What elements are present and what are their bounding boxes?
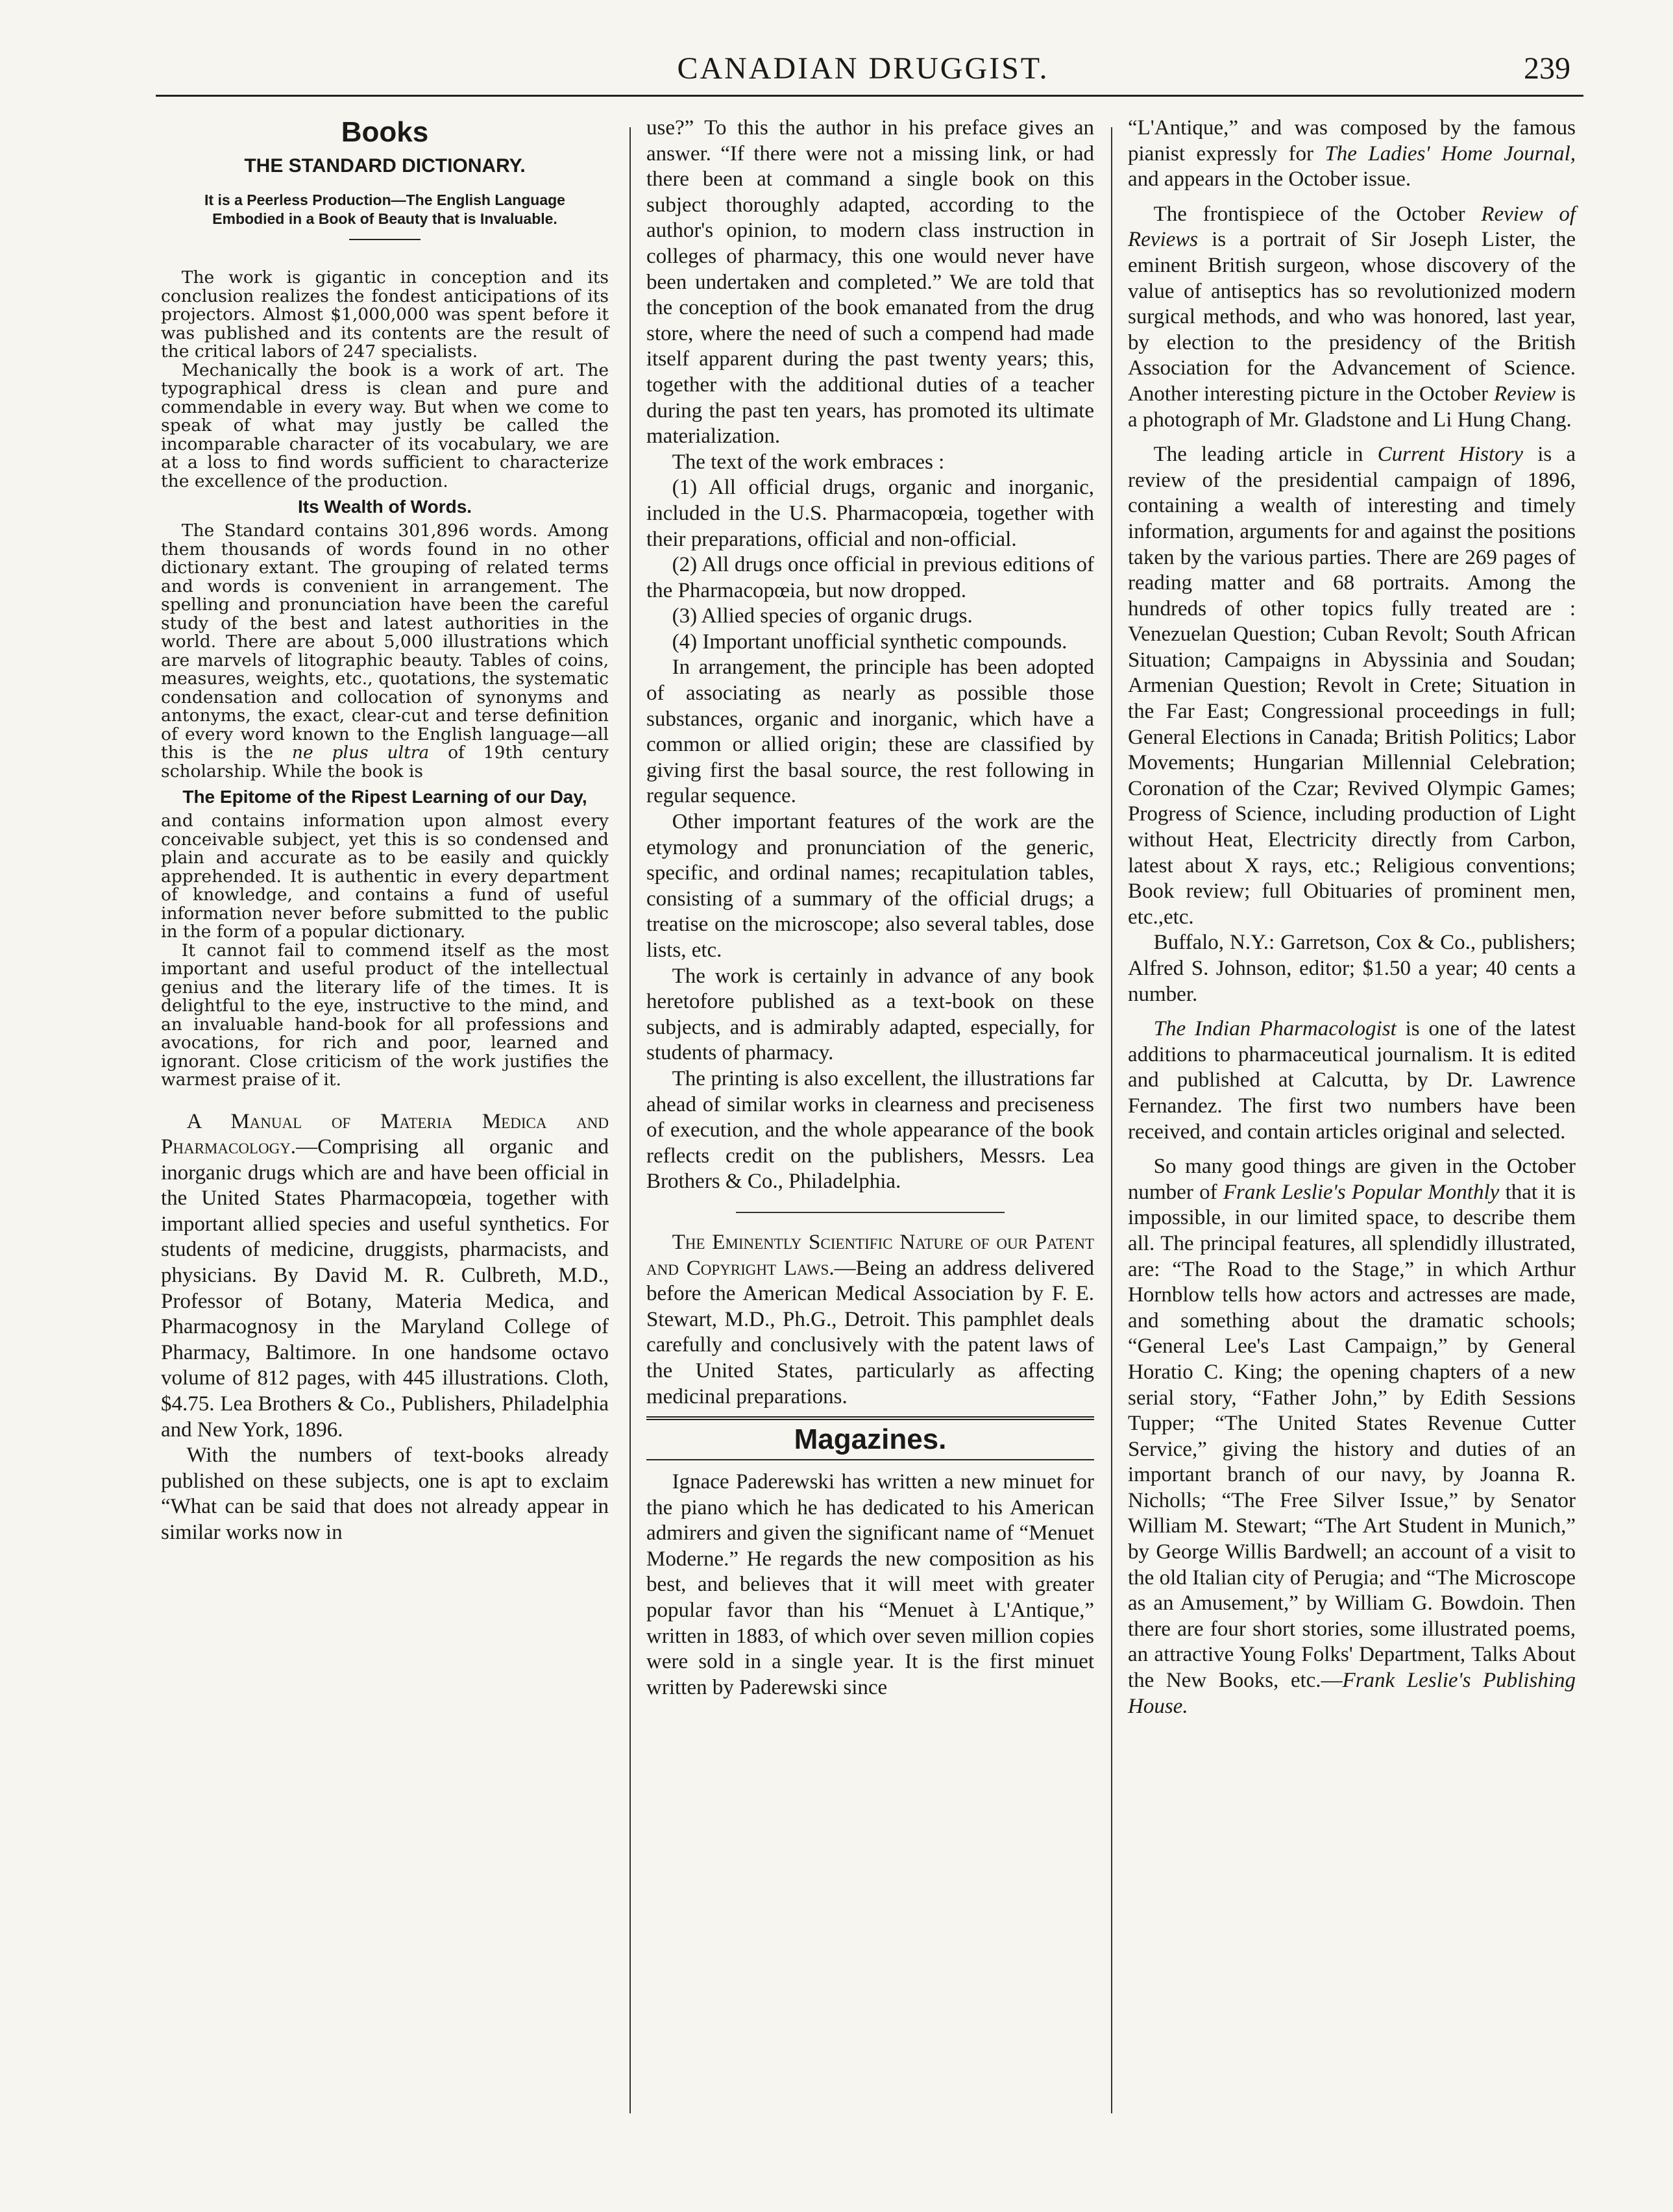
paragraph: It cannot fail to commend itself as the most important and useful product of the intellectual genius and the literary life of the times. It is delightful to the eye, instructive to the mind, and an invaluable hand-book for all professions and avocations, for rich and poor, learned and ignorant. Close criticism of the work justifies the warmest praise of it.: [161, 940, 609, 1090]
italic-run: Frank Leslie's Publishing House.: [1128, 1669, 1576, 1718]
italic-run: Current History: [1377, 443, 1524, 467]
italic-run: Review: [1493, 382, 1556, 406]
paragraph: Other important features of the work are the etymology and pronunciation of the generic, specific, and ordinal names; recapitulation tables, consisting of a summary of the official drugs; a treatise on the microscope; also several tables, dose lists, etc.: [646, 810, 1094, 962]
paragraph: [1128, 1016, 1576, 1145]
paragraph: The printing is also excellent, the illustrations far ahead of similar works in clearness and preciseness of execution, and the whole appearance of the book reflects credit on the publishers, Messrs. Lea Brothers & Co., Philadelphia.: [646, 1066, 1094, 1194]
manual-title: A Manual of Materia Medica and Pharmacology.: [161, 1109, 609, 1159]
patent-title: The Eminently Scientific Nature of our Patent and Copyright Laws.: [646, 1230, 1094, 1280]
list-item: (2) All drugs once official in previous editions of the Pharmacopœia, but now dropped.: [646, 553, 1094, 602]
paragraph: The text of the work embraces :: [672, 450, 945, 474]
text-run: that it is impossible, in our limited space, to describe them all. The principal features, all splendidly illustrated, are: “The Road to the Stage,” in which Arthur Hornblow tells how actors and actresses are made, and something about the dramatic schools; “General Lee's Last Campaign,” by General Horatio C. King; the opening chapters of a new serial story, “Father John,” by Edith Sessions Tupper; “The United States Revenue Cutter Service,” giving the history and duties of an important branch of our navy, by Joanna R. Nicholls; “The Free Silver Issue,” by Senator William M. Stewart; “The Art Student in Munich,” by George Willis Bardwell; an account of a visit to the old Italian city of Perugia; and “The Microscope as an Amusement,” by William G. Bowdoin. Then there are four short stories, some illustrated poems, an attractive Young Folks' Department, Talks About the New Books, etc.—: [1128, 1180, 1576, 1693]
article-deck: It is a Peerless Production—The English Language Embodied in a Book of Beauty that is Invaluable.: [204, 191, 565, 227]
text-run: is one of the latest additions to pharmaceutical journalism. It is edited and published at Calcutta, by Dr. Lawrence Fernandez. The first two numbers have been received, and contain articles original and selected.: [1128, 1017, 1576, 1144]
text-run: and appears in the October issue.: [1128, 167, 1411, 191]
italic-run: The Ladies' Home Journal,: [1325, 141, 1576, 166]
page-number: 239: [1524, 51, 1570, 86]
paragraph: Ignace Paderewski has written a new minuet for the piano which he has dedicated to his American admirers and given the significant name of “Menuet Moderne.” He regards the new composition as his best, and believes that it will meet with greater popular favor than his “Menuet à L'Antique,” written in 1883, of which over seven million copies were sold in a single year. It is the first minuet written by Paderewski since: [646, 1470, 1094, 1699]
header-rule: [156, 95, 1583, 97]
wealth-of-words-heading: Its Wealth of Words.: [297, 497, 472, 517]
text-run: is a portrait of Sir Joseph Lister, the eminent British surgeon, whose discovery of the value of antiseptics has so revolutionized modern surgical methods, and who was honored, last year, by election to the presidency of the British Association for the Advancement of Science. Another interesting picture in the October: [1128, 228, 1576, 406]
text-run: The Standard contains 301,896 words. Among them thousands of words found in no other dictionary extant. The grouping of related terms and words is convenient in arrangement. The spelling and pronunciation have been the careful study of the best and latest authorities in the world. There are about 5,000 illustrations which are marvels of litographic beauty. Tables of coins, measures, weights, etc., quotations, the systematic condensation and collocation of synonyms and antonyms, the exact, clear-cut and terse definition of every word known to the English language—all this is the: [161, 521, 609, 763]
list-item: (1) All official drugs, organic and inorganic, included in the U.S. Pharmacopœia, together with their preparations, official and non-official.: [646, 476, 1094, 551]
paragraph: Mechanically the book is a work of art. The typographical dress is clean and pure and commendable in every way. But when we come to speak of what may justly be called the incomparable character of its vocabulary, we are at a loss to find words sufficient to characterize the excellence of the production.: [161, 360, 609, 491]
text-run: So many good things are given in the October number of: [1128, 1155, 1576, 1204]
list-item: (3) Allied species of organic drugs.: [672, 604, 973, 628]
paragraph: [1128, 1154, 1576, 1719]
manual-review: [161, 1109, 609, 1546]
italic-run: Review of Reviews: [1128, 202, 1576, 252]
standard-dictionary-title: THE STANDARD DICTIONARY.: [244, 155, 526, 177]
text-run: is a photograph of Mr. Gladstone and Li Hung Chang.: [1128, 382, 1576, 432]
paragraph: [1128, 202, 1576, 433]
spacer: [1128, 1145, 1576, 1154]
text-run: —Being an address delivered before the American Medical Association by F. E. Stewart, M.D., Ph.G., Detroit. This pamphlet deals carefully and conclusively with the patent laws of the United States, particularly as affecting medicinal preparations.: [646, 1256, 1094, 1408]
spacer: [161, 1090, 609, 1109]
running-head: [156, 51, 1570, 96]
text-run: The frontispiece of the October: [1153, 202, 1465, 226]
text-run: “L'Antique,” and was composed by the famous pianist expressly for: [1128, 116, 1576, 166]
italic-run: The Indian Pharmacologist: [1153, 1017, 1397, 1041]
paragraph: In arrangement, the principle has been adopted of associating as nearly as possible those substances, organic and inorganic, which have a common or allied origin; these are classified by giving first the basal source, the rest following in regular sequence.: [646, 656, 1094, 808]
column-1: [161, 116, 609, 1546]
paragraph: use?” To this the author in his preface gives an answer. “If there were not a missing link, or had there been at command a single book on this subject thoroughly adapted, according to the author's opinion, to modern class instruction in colleges of pharmacy, this one would never have been undertaken and completed.” We are told that the conception of the book emanated from the drug store, where the need of such a compend had made itself apparent during the past twenty years; this, together with the additional duties of a teacher during the past ten years, has promoted its ultimate materialization.: [646, 116, 1094, 449]
column-2: [646, 116, 1094, 1701]
column-rule: [629, 127, 631, 2113]
paragraph: and contains information upon almost every conceivable subject, yet this is so condensed and plain and accurate as to be easily and quickly apprehended. It is authentic in every department of knowledge, and contains a fund of useful information never before submitted to the public in the form of a popular dictionary.: [161, 811, 609, 942]
paragraph: [161, 522, 609, 781]
spacer: [1128, 1007, 1576, 1016]
italic-run: Frank Leslie's Popular Monthly: [1223, 1180, 1500, 1204]
short-rule: [349, 239, 421, 240]
column-3: [1128, 116, 1576, 1719]
paragraph: Buffalo, N.Y.: Garretson, Cox & Co., publishers; Alfred S. Johnson, editor; $1.50 a year; 40 cents a number.: [1128, 931, 1576, 1006]
list-item: (4) Important unofficial synthetic compounds.: [672, 630, 1068, 654]
text-run: —Comprising all organic and inorganic drugs which are and have been official in the United States Pharmacopœia, together with important allied species and useful synthetics. For students of medicine, druggists, pharmacists, and physicians. By David M. R. Culbreth, M.D., Professor of Botany, Materia Medica, and Pharmacognosy in the Maryland College of Pharmacy, Baltimore. In one handsome octavo volume of 812 pages, with 445 illustrations. Cloth, $4.75. Lea Brothers & Co., Publishers, Philadelphia and New York, 1896.: [161, 1135, 609, 1442]
paragraph: [161, 1109, 609, 1444]
epitome-heading: The Epitome of the Ripest Learning of our Day,: [182, 787, 587, 807]
column-rule: [1111, 127, 1112, 2113]
running-title: CANADIAN DRUGGIST.: [677, 51, 1049, 86]
books-section-title: Books: [341, 116, 429, 148]
paragraph: With the numbers of text-books already published on these subjects, one is apt to exclaim “What can be said that does not already appear in similar works now in: [161, 1444, 609, 1544]
paragraph: The work is gigantic in conception and its conclusion realizes the fondest anticipations of its projectors. Almost $1,000,000 was spent before it was published and its contents are the result of the critical labors of 247 specialists.: [161, 267, 609, 362]
text-run: of 19th century scholarship. While the book is: [161, 743, 609, 781]
text-run: The leading article in: [1153, 443, 1363, 467]
spacer: [1128, 433, 1576, 442]
paragraph: The work is certainly in advance of any book heretofore published as a text-book on these subjects, and is admirably adapted, especially, for students of pharmacy.: [646, 964, 1094, 1065]
spacer: [1128, 193, 1576, 202]
paragraph: [1128, 116, 1576, 193]
italic-run: ne plus ultra: [291, 743, 430, 763]
paragraph: [646, 1230, 1094, 1410]
paragraph: [1128, 442, 1576, 930]
divider: [736, 1212, 1005, 1213]
text-run: is a review of the presidential campaign of 1896, containing a wealth of interesting and timely information, arguments for and against the positions taken by the various parties. There are 269 pages of reading matter and 68 portraits. Among the hundreds of other topics fully treated are : Venezuelan Question; Cuban Revolt; South African Situation; Campaigns in Abyssinia and Soudan; Armenian Question; Revolt in Crete; Situation in the Far East; Congressional proceedings in full; General Elections in Canada; British Politics; Labor Movements; Hungarian Millennial Celebration; Coronation of the Czar; Revived Olympic Games; Progress of Science, including production of Light without Heat, Electricity directly from Carbon, latest about X rays, etc.; Religious conventions; Book review; full Obituaries of prominent men, etc.,etc.: [1128, 443, 1576, 929]
magazines-section-title: Magazines.: [646, 1416, 1094, 1460]
